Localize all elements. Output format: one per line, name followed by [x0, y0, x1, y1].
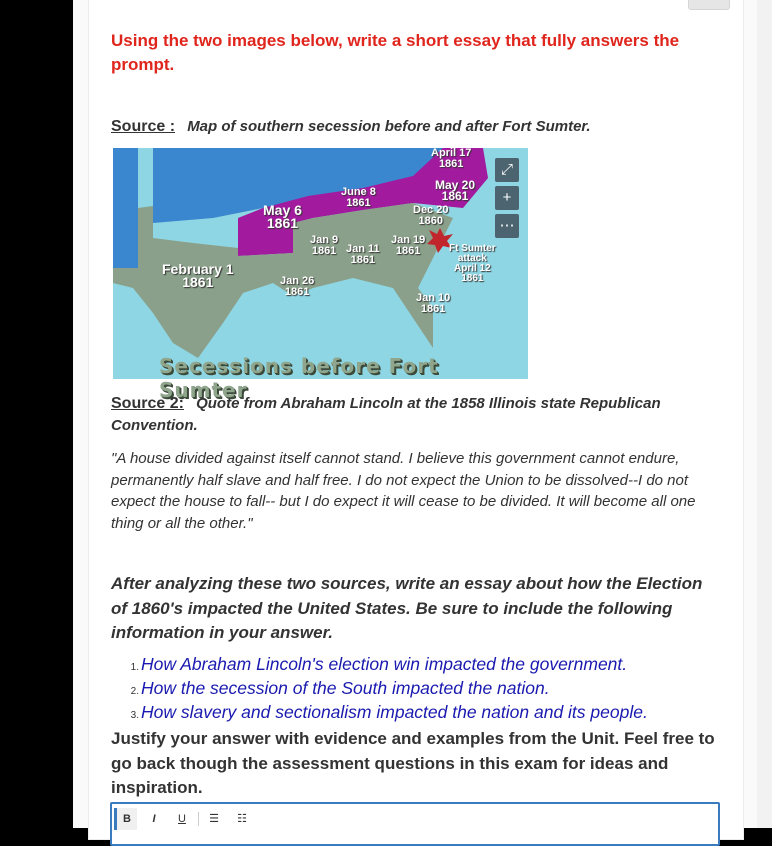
scroll-gutter	[757, 0, 772, 828]
list-item: 1. How Abraham Lincoln's election win impacted the government.	[130, 654, 628, 674]
zoom-in-button[interactable]: +	[495, 186, 519, 210]
list-item: 2. How the secession of the South impacted the nation.	[130, 678, 550, 698]
bold-button[interactable]: B	[114, 808, 137, 830]
source-2-description: Quote from Abraham Lincoln at the 1858 Illinois state Republican Convention.	[111, 395, 661, 434]
label-jan19: Jan 19 1861	[391, 234, 426, 257]
label-jan11: Jan 11 1861	[346, 243, 380, 266]
essay-prompt: After analyzing these two sources, write an essay about how the Election of 1860's impacted the United States. Be sure to include the following information in your answer.	[111, 574, 703, 642]
numbered-list-button[interactable]: ☷	[237, 813, 247, 825]
label-may6: May 6 1861	[263, 202, 302, 231]
label-dec20: Dec 20 1860	[413, 204, 449, 227]
flag-button[interactable]	[688, 0, 730, 10]
requirements-list	[111, 654, 648, 726]
expand-button[interactable]: ⤢	[495, 158, 519, 182]
underline-button[interactable]: U	[178, 813, 186, 825]
instructions: Using the two images below, write a short essay that fully answers the prompt.	[111, 31, 680, 74]
label-jan10: Jan 10 1861	[416, 292, 451, 315]
toolbar-divider	[198, 812, 199, 826]
label-june8: June 8 1861	[341, 186, 376, 209]
list-item: 3. How slavery and sectionalism impacted the nation and its people.	[130, 702, 648, 722]
source-1-label: Source :	[111, 118, 176, 135]
essay-editor[interactable]	[110, 802, 720, 846]
bullet-list-button[interactable]: ☰	[209, 813, 219, 825]
label-jan9: Jan 9 1861	[310, 234, 339, 257]
label-jan26: Jan 26 1861	[280, 275, 315, 298]
source-2	[111, 393, 721, 437]
justify-instructions: Justify your answer with evidence and examples from the Unit. Feel free to go back though the assessment questions in this exam for ideas and inspiration.	[111, 729, 715, 797]
label-sumter: Ft Sumter attack April 12 1861	[449, 243, 496, 284]
source-1	[111, 118, 591, 136]
label-april17: April 17 1861	[431, 147, 472, 170]
label-may20: May 20 1861	[435, 178, 476, 203]
source-1-description: Map of southern secession before and after Fort Sumter.	[187, 118, 591, 135]
secession-map	[113, 147, 528, 402]
label-feb1: February 1 1861	[162, 261, 234, 290]
source-2-label: Source 2:	[111, 395, 184, 412]
map-title: Secessions before Fort Sumter	[159, 354, 439, 402]
more-options-button[interactable]: ⋯	[495, 214, 519, 238]
lincoln-quote: "A house divided against itself cannot stand. I believe this government cannot endure, permanently half slave and half free. I do not expect the Union to be dissolved--I do not expect the house to fall-- but I do expect it will cease to be divided. It will become all one thing or all the other."	[111, 450, 696, 532]
italic-button[interactable]: I	[152, 813, 156, 825]
